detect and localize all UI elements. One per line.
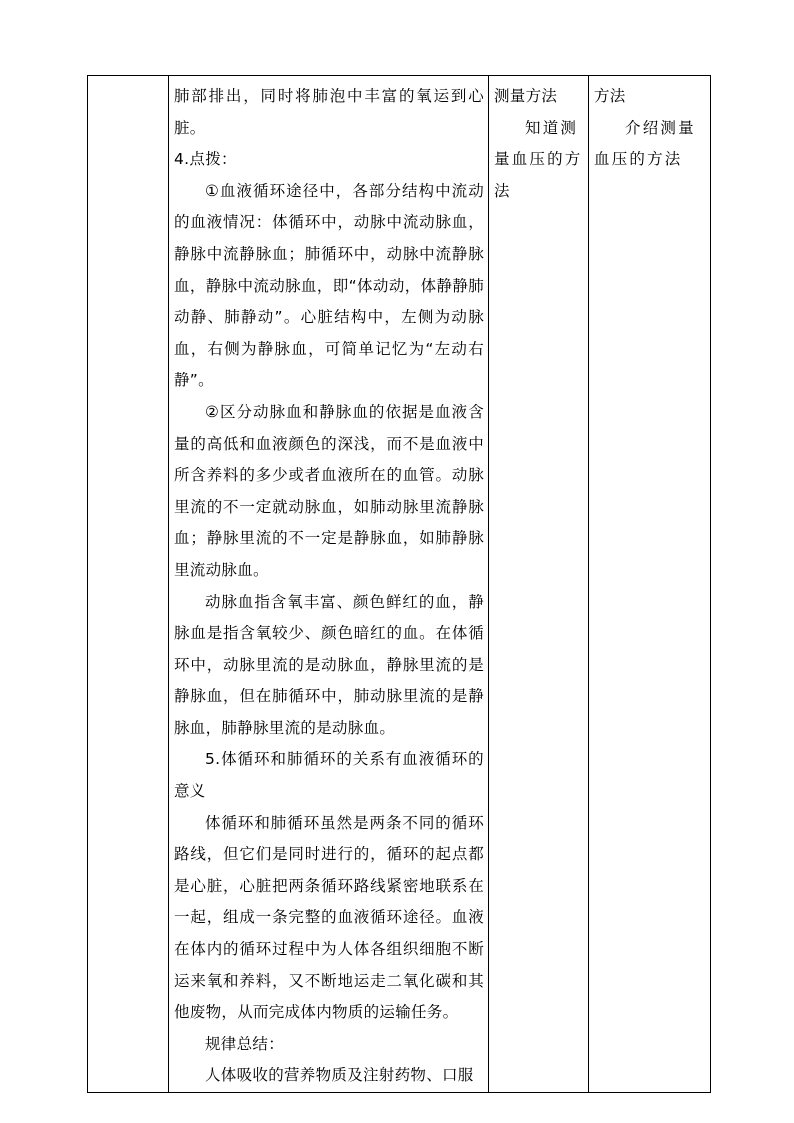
section-heading-circulation-relation: 5.体循环和肺循环的关系有血液循环的意义 [174, 750, 484, 801]
paragraph-circulation-meaning: 体循环和肺循环虽然是两条不同的循环路线，但它们是同时进行的，循环的起点都是心脏，心脏把两条循环路线紧密地联系在一起，组成一条完整的血液循环途径。血液在体内的循环过程中为人体各组织细胞不断运来氧和养料，又不断地运走二氧化碳和其他废物，从而完成体内物质的运输任务。 [174, 813, 484, 1022]
activity-column-cell [489, 76, 589, 1093]
paragraph-blood-flow: ①血液循环途径中，各部分结构中流动的血液情况：体循环中，动脉中流动脉血，静脉中流静脉血；肺循环中，动脉中流静脉血，静脉中流动脉血，即“体动动，体静静肺动静、肺静动”。心脏结构中，左侧为动脉血，右侧为静脉血，可简单记忆为“左动右静”。 [174, 181, 484, 390]
intent-line-method: 方法 [594, 87, 626, 105]
blank-column-cell [88, 76, 169, 1093]
paragraph-blood-definition: 动脉血指含氧丰富、颜色鲜红的血，静脉血是指含氧较少、颜色暗红的血。在体循环中，动脉里流的是动脉血，静脉里流的是静脉血，但在肺循环中，肺动脉里流的是静脉血，肺静脉里流的是动脉血。 [174, 592, 484, 737]
section-heading-summary: 规律总结： [205, 1034, 285, 1053]
content-column-body [169, 76, 488, 1092]
intent-column-body [589, 76, 710, 176]
activity-line-measure: 测量方法 [494, 87, 558, 105]
activity-column-body [489, 76, 588, 207]
intent-column-cell [589, 76, 711, 1093]
blank-column-content [88, 76, 168, 81]
paragraph-continuation: 肺部排出，同时将肺泡中丰富的氧运到心脏。 [174, 87, 484, 137]
table-row [88, 76, 711, 1093]
lesson-table [87, 75, 711, 1093]
content-column-cell [169, 76, 489, 1093]
paragraph-artery-vein-basis: ②区分动脉血和静脉血的依据是血液含量的高低和血液颜色的深浅，而不是血液中所含养料的多少或者血液所在的血管。动脉里流的不一定就动脉血，如肺动脉里流静脉血；静脉里流的不一定是静脉血，如肺静脉里流动脉血。 [174, 402, 484, 579]
activity-line-goal: 知道测量血压的方法 [494, 118, 583, 200]
intent-line-introduce: 介绍测量血压的方法 [594, 118, 696, 169]
section-heading-pointers: 4.点拨： [174, 150, 237, 169]
paragraph-summary-start: 人体吸收的营养物质及注射药物、口服 [205, 1066, 474, 1085]
